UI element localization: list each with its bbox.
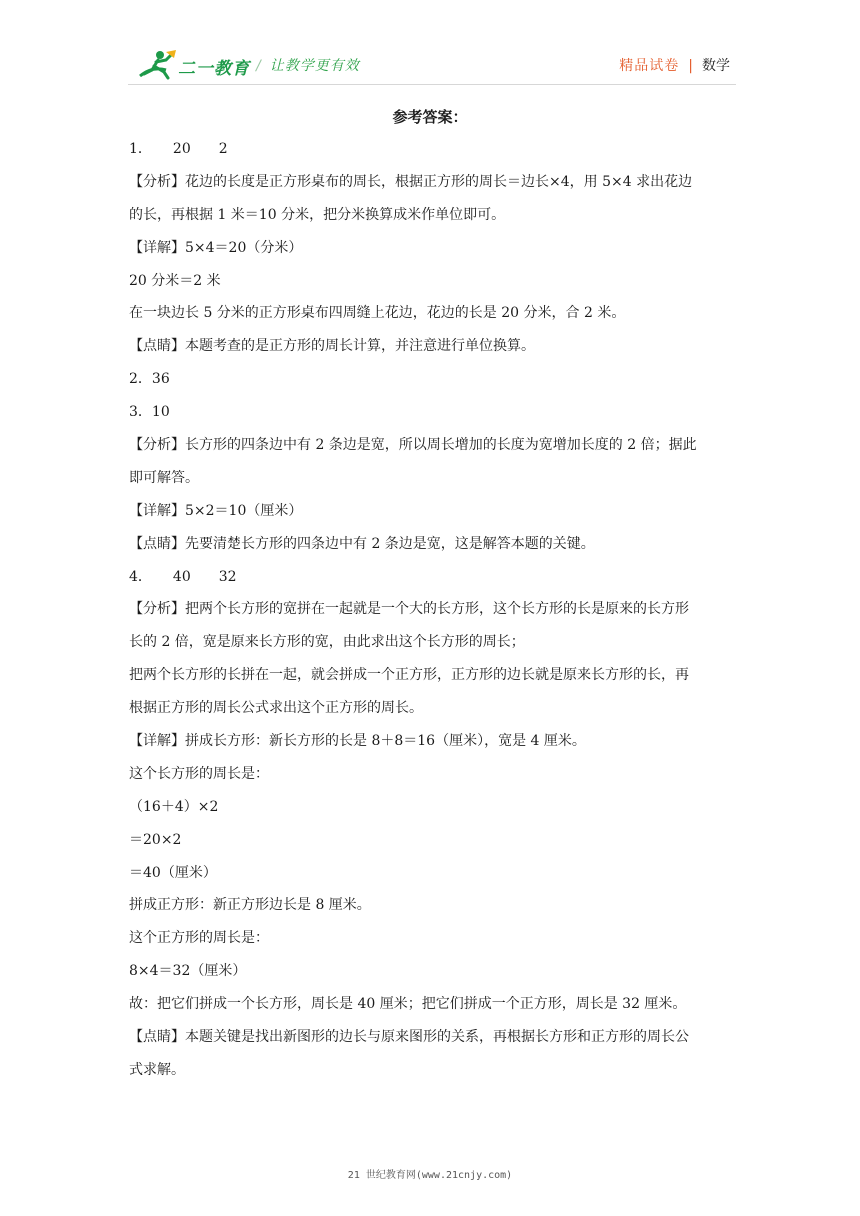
text-line: 【详解】5×4＝20（分米） [129,239,303,256]
text-line: 这个长方形的周长是： [129,765,269,782]
text-line: 【点睛】本题关键是找出新图形的边长与原来图形的关系，再根据长方形和正方形的周长公 [129,1029,689,1046]
text-line: 拼成正方形：新正方形边长是 8 厘米。 [129,897,371,914]
text-line: 【点睛】本题考查的是正方形的周长计算，并注意进行单位换算。 [129,338,535,355]
slogan-separator: / [256,58,262,74]
answer-content [129,133,733,1087]
text-line: 【分析】长方形的四条边中有 2 条边是宽，所以周长增加的长度为宽增加长度的 2 倍；据此 [129,437,697,454]
text-line: 4． 40 32 [129,568,237,585]
text-line: ＝20×2 [129,831,182,848]
text-line: 8×4＝32（厘米） [129,963,247,980]
text-line: 即可解答。 [129,469,199,486]
text-line: 把两个长方形的长拼在一起，就会拼成一个正方形，正方形的边长就是原来长方形的长，再 [129,667,689,684]
text-line: 【详解】拼成长方形：新长方形的长是 8＋8＝16（厘米），宽是 4 厘米。 [129,733,586,750]
page-title: 参考答案： [392,108,468,126]
header-divider [128,84,736,85]
slogan [256,55,360,75]
text-line: 式求解。 [129,1061,185,1078]
page-header [0,0,860,90]
text-line: 故：把它们拼成一个长方形，周长是 40 厘米；把它们拼成一个正方形，周长是 32 厘米。 [129,996,687,1013]
text-line: 1． 20 2 [129,141,228,157]
text-line: （16＋4）×2 [129,798,219,815]
header-separator: | [688,58,693,74]
brand-label: 精品试卷 [619,58,680,74]
text-line: 3．10 [129,404,170,421]
text-line: 【分析】花边的长度是正方形桌布的周长，根据正方形的周长＝边长×4，用 5×4 求出花边 [129,173,693,190]
text-line: 20 分米＝2 米 [129,272,221,289]
text-line: 长的 2 倍，宽是原来长方形的宽，由此求出这个长方形的周长； [129,634,525,651]
text-line: 在一块边长 5 分米的正方形桌布四周缝上花边，花边的长是 20 分米，合 2 米。 [129,305,626,322]
text-line: 【详解】5×2＝10（厘米） [129,502,303,519]
text-line: 【分析】把两个长方形的宽拼在一起就是一个大的长方形，这个长方形的长是原来的长方形 [129,601,689,618]
logo-text: 二一教育 [178,59,250,79]
text-line: 这个正方形的周长是： [129,930,269,947]
subject-label: 数学 [702,58,730,74]
page-footer: 21 世纪教育网(www.21cnjy.com) [347,1170,513,1181]
text-line: 的长，再根据 1 米＝10 分米，把分米换算成米作单位即可。 [129,206,506,223]
slogan-text: 让教学更有效 [269,58,360,74]
text-line: 根据正方形的周长公式求出这个正方形的周长。 [129,700,423,717]
text-line: ＝40（厘米） [129,864,217,881]
header-right [619,55,730,75]
text-line: 【点睛】先要清楚长方形的四条边中有 2 条边是宽，这是解答本题的关键。 [129,535,595,552]
text-line: 2．36 [129,371,170,388]
